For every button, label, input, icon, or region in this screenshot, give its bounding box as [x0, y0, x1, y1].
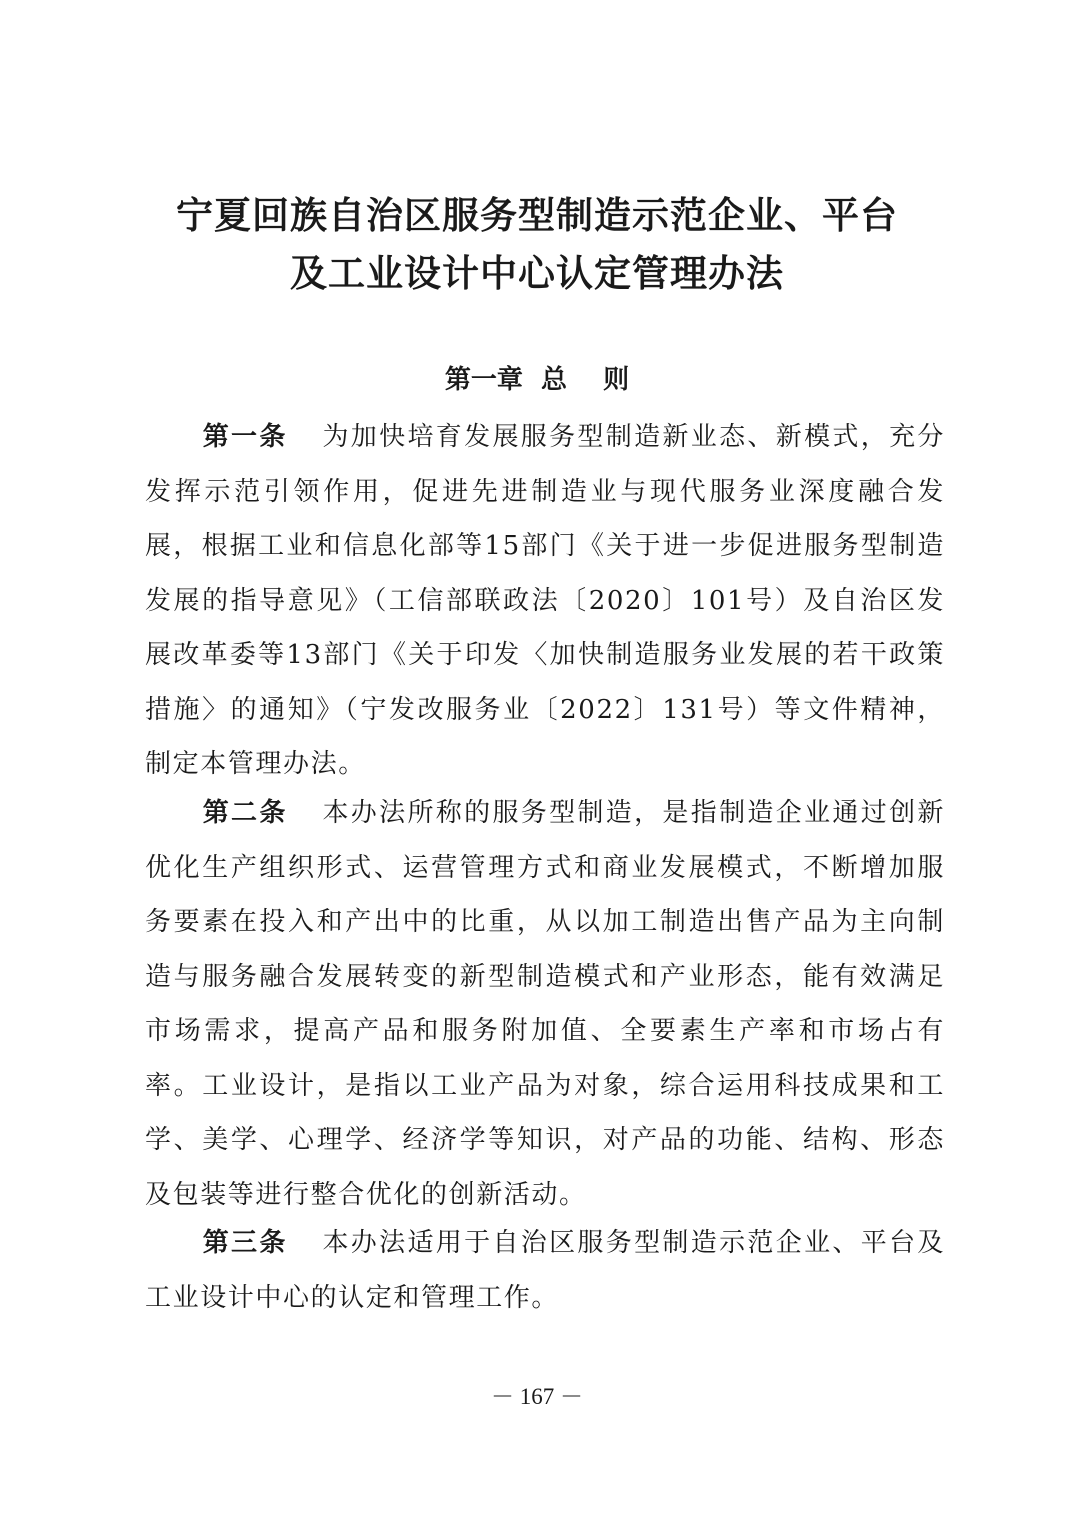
article-2-text: 本办法所称的服务型制造，是指制造企业通过创新优化生产组织形式、运营管理方式和商业发展模式，不断增加服务要素在投入和产出中的比重，从以加工制造出售产品为主向制造与服务融合发展转变的新型制造模式和产业形态，能有效满足市场需求，提高产品和服务附加值、全要素生产率和市场占有率。工业设计，是指以工业产品为对象，综合运用科技成果和工学、美学、心理学、经济学等知识，对产品的功能、结构、形态及包装等进行整合优化的创新活动。	[145, 798, 945, 1210]
chapter-heading-text: 第一章 总 则	[444, 365, 630, 395]
article-1-label: 第一条	[202, 422, 288, 452]
article-1	[145, 410, 945, 792]
chapter-heading	[0, 356, 1074, 404]
article-3	[145, 1216, 945, 1325]
article-1-text: 为加快培育发展服务型制造新业态、新模式，充分发挥示范引领作用，促进先进制造业与现代服务业深度融合发展，根据工业和信息化部等15部门《关于进一步促进服务型制造发展的指导意见》（工信部联政法〔2020〕101号）及自治区发展改革委等13部门《关于印发〈加快制造服务业发展的若干政策措施〉的通知》（宁发改服务业〔2022〕131号）等文件精神，制定本管理办法。	[145, 422, 945, 779]
page-number: － 167 －	[491, 1384, 583, 1409]
article-2	[145, 786, 945, 1222]
article-2-label: 第二条	[202, 798, 288, 828]
article-3-label: 第三条	[202, 1228, 288, 1258]
article-3-text: 本办法适用于自治区服务型制造示范企业、平台及工业设计中心的认定和管理工作。	[145, 1228, 945, 1313]
document-title-line-1: 宁夏回族自治区服务型制造示范企业、平台	[176, 193, 898, 237]
document-title-line-2: 及工业设计中心认定管理办法	[290, 251, 784, 295]
